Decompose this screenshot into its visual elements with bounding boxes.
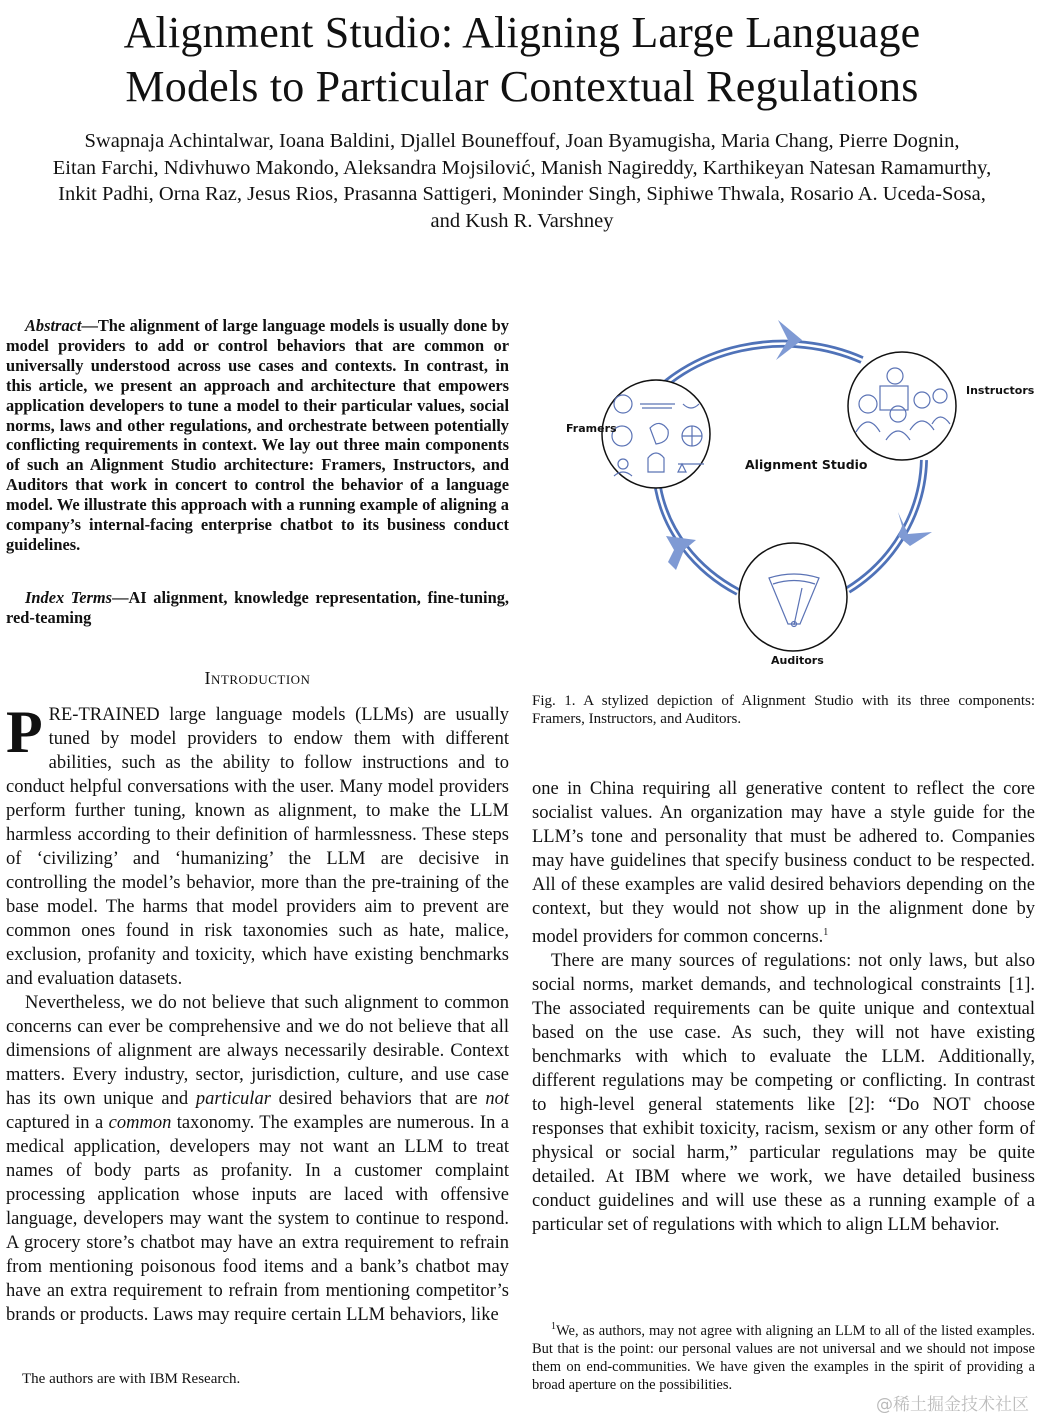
emphasis: particular <box>195 1089 271 1109</box>
instructors-node <box>848 352 956 460</box>
intro-paragraph-1 <box>6 699 509 991</box>
framers-node <box>602 380 710 488</box>
footnote-marker[interactable]: 1 <box>823 927 829 938</box>
intro-paragraph-2 <box>6 991 509 1327</box>
paragraph-text: desired behaviors that are <box>270 1089 486 1109</box>
figure-label-framers: Framers <box>566 422 617 435</box>
index-terms-text: —AI alignment, knowledge representation, fine-tuning, red-teaming <box>6 588 509 627</box>
paragraph-text: RE-TRAINED large language models (LLMs) are usually tuned by model providers to endow them with different abilities, such as the ability to follow instructions and to conduct helpful conversations with the user. Many model providers perform further tuning, known as alignment, to make the LLM harmless according to their definition of harmlessness. These steps of ‘civilizing’ and ‘humanizing’ the LLM are decisive in controlling the model’s behavior, more than the pre-training of the base model. The harms that model providers aim to prevent are common ones found in risk taxonomies such as hate, malice, exclusion, profanity and toxicity, which have existing benchmarks and evaluation datasets. <box>6 705 509 989</box>
emphasis: common <box>108 1113 172 1133</box>
auditors-node <box>739 543 847 651</box>
section-heading-introduction: Introduction <box>204 668 311 688</box>
figure-label-auditors: Auditors <box>771 654 824 667</box>
author-line: Inkit Padhi, Orna Raz, Jesus Rios, Prasanna Sattigeri, Moninder Singh, Siphiwe Thwala, Rosario A. Uceda-Sosa, <box>58 183 986 205</box>
intro-right-column <box>532 777 1035 1237</box>
figure-caption: Fig. 1. A stylized depiction of Alignment Studio with its three components: Framers, Instructors, and Auditors. <box>532 693 1035 727</box>
intro-left-column <box>6 699 509 1327</box>
ring-segment-inner <box>848 460 924 590</box>
author-line: Eitan Farchi, Ndivhuwo Makondo, Aleksandra Mojsilović, Manish Nagireddy, Karthikeyan Natesan Ramamurthy, <box>52 156 992 179</box>
abstract-label: Abstract <box>25 316 82 335</box>
abstract-text: —The alignment of large language models is usually done by model providers to add or control behaviors that are common or universally understood across use cases and contexts. In contrast, in this article, we present an approach and architecture that empowers application developers to tune a model to their particular values, social norms, laws and other regulations, and orchestrate between potentially conflicting requirements in context. We lay out three main components of such an Alignment Studio architecture: Framers, Instructors, and Auditors that work in concert to control the behavior of a language model. We illustrate this approach with a running example of aligning a company’s internal-facing enterprise chatbot to its business conduct guidelines. <box>6 316 509 554</box>
drop-cap: P <box>6 699 43 765</box>
intro-paragraph-3: There are many sources of regulations: not only laws, but also social norms, market demands, and technological constraints [1]. The associated requirements can be quite unique and contextual based on the use case. As such, they will not have existing benchmarks with which to evaluate the LLM. Additionally, different regulations may be competing or conflicting. In contrast to high-level general statements like [2]: “Do NOT choose responses that exhibit toxicity, racism, sexism or any other form of physical or social harm,” particular regulations may be quite detailed. At IBM where we work, we have detailed business conduct guidelines and will use these as a running example of a particular set of regulations with which to align LLM behavior. <box>532 951 1035 1236</box>
footnote-1 <box>532 1318 1035 1394</box>
paper-title <box>0 6 1044 114</box>
title-line-1: Alignment Studio: Aligning Large Language <box>123 8 921 57</box>
paragraph-text: Nevertheless, we do not believe that such alignment to common concerns can ever be comprehensive and we do not believe that all dimensions of alignment are always necessarily desirable. Context matters. Every industry, sector, jurisdiction, culture, and use case has its own unique and <box>6 993 509 1109</box>
intro-paragraph-2-continued <box>532 777 1035 949</box>
emphasis: not <box>485 1089 509 1109</box>
abstract <box>6 316 509 555</box>
paragraph-text: one in China requiring all generative content to reflect the core socialist values. An organization may have a style guide for the LLM’s tone and personality that must be adhered to. Companies may have guidelines that specify business conduct to be respected. All of these examples are valid desired behaviors depending on the context, but they would not show up in the alignment done by model providers for common concerns. <box>532 779 1035 948</box>
footnote-1-text: We, as authors, may not agree with aligning an LLM to all of the listed examples. But that is the point: our personal values are not universal and we should not impose them on end-communities. We have given the examples in the spirit of providing a broad aperture on the possibilities. <box>532 1322 1035 1393</box>
ring-segment <box>848 460 924 590</box>
index-terms-label: Index Terms <box>25 588 113 607</box>
author-line: and Kush R. Varshney <box>430 209 614 232</box>
figure-label-instructors: Instructors <box>966 384 1035 397</box>
affiliation-footnote: The authors are with IBM Research. <box>22 1371 241 1387</box>
figure-center-label: Alignment Studio <box>745 457 868 472</box>
index-terms <box>6 588 509 628</box>
author-line: Swapnaja Achintalwar, Ioana Baldini, Djallel Bouneffouf, Joan Byamugisha, Maria Chang, Pierre Dognin, <box>84 130 960 152</box>
author-list <box>0 128 1044 234</box>
watermark: @稀土掘金技术社区 <box>876 1395 1029 1415</box>
title-line-2: Models to Particular Contextual Regulations <box>125 62 919 111</box>
figure-alignment-studio <box>530 300 1044 680</box>
paragraph-text: captured in a <box>6 1113 109 1133</box>
paragraph-text: taxonomy. The examples are numerous. In a medical application, developers may not want an LLM to treat names of body parts as profanity. In a customer complaint processing application whose inputs are laced with offensive language, developers may want the system to continue to respond. A grocery store’s chatbot may have an extra requirement to refrain from mentioning poisonous food items and a bank’s chatbot may have an extra requirement to refrain from mentioning competitor’s brands or products. Laws may require certain LLM behaviors, like <box>6 1113 509 1325</box>
footnote-1-marker: 1 <box>551 1321 556 1332</box>
